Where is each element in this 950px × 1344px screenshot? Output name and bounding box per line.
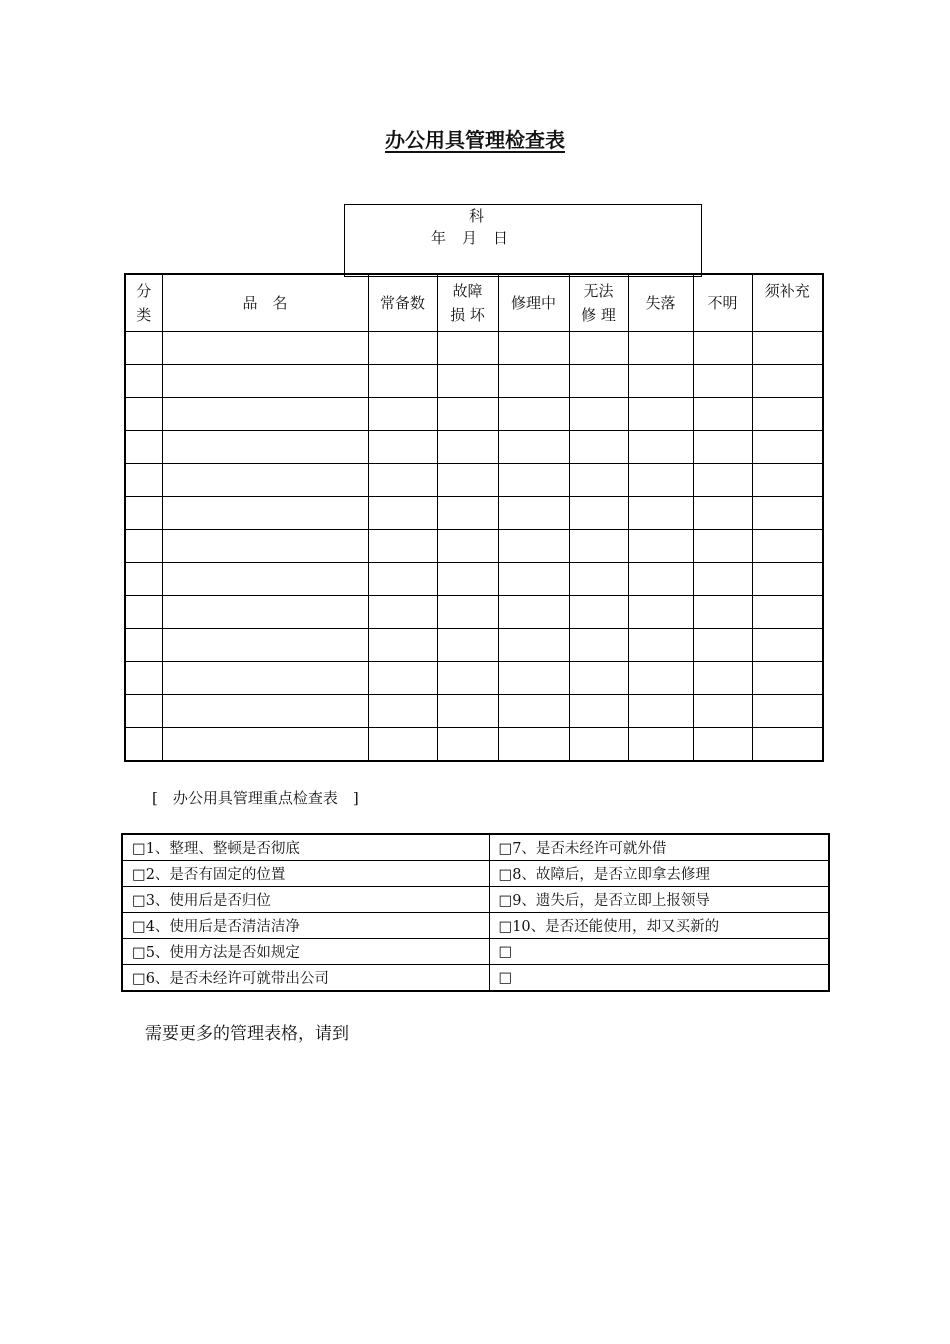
table-cell[interactable]: [498, 629, 569, 662]
footer-note: 需要更多的管理表格，请到: [145, 1024, 349, 1044]
table-cell[interactable]: [437, 728, 498, 762]
table-row: [125, 662, 823, 695]
table-cell[interactable]: [437, 695, 498, 728]
checklist-item[interactable]: □3、使用后是否归位: [122, 887, 489, 913]
table-cell[interactable]: [125, 497, 162, 530]
table-cell[interactable]: [368, 530, 437, 563]
year-label: 年: [431, 229, 447, 247]
checklist-row: [122, 913, 829, 939]
table-cell[interactable]: [368, 662, 437, 695]
table-cell[interactable]: [368, 332, 437, 365]
header-lost: [628, 274, 693, 332]
table-cell[interactable]: [569, 596, 628, 629]
header-broken: [437, 274, 498, 332]
table-cell[interactable]: [693, 662, 752, 695]
table-cell[interactable]: [125, 563, 162, 596]
table-cell[interactable]: [125, 365, 162, 398]
table-cell[interactable]: [752, 662, 823, 695]
table-cell[interactable]: [368, 695, 437, 728]
checklist-item[interactable]: □6、是否未经许可就带出公司: [122, 965, 489, 992]
checklist-table: [121, 833, 830, 992]
table-cell[interactable]: [752, 464, 823, 497]
table-cell[interactable]: [752, 332, 823, 365]
table-cell[interactable]: [498, 662, 569, 695]
table-cell[interactable]: [437, 530, 498, 563]
header-unrepairable: [569, 274, 628, 332]
table-cell[interactable]: [628, 596, 693, 629]
table-cell[interactable]: [693, 332, 752, 365]
header-needs-replenish-text: 须补充: [764, 282, 810, 300]
table-cell[interactable]: [752, 365, 823, 398]
checklist-item[interactable]: □8、故障后，是否立即拿去修理: [489, 861, 829, 887]
table-cell[interactable]: [498, 695, 569, 728]
table-cell[interactable]: [693, 695, 752, 728]
inventory-table: [124, 273, 824, 762]
table-cell[interactable]: [498, 431, 569, 464]
table-cell[interactable]: [498, 596, 569, 629]
table-cell[interactable]: [569, 530, 628, 563]
table-cell[interactable]: [125, 662, 162, 695]
department-date-box: [344, 204, 702, 277]
table-cell[interactable]: [752, 530, 823, 563]
table-cell[interactable]: [569, 332, 628, 365]
table-cell[interactable]: [368, 398, 437, 431]
checklist-item[interactable]: □: [489, 965, 829, 992]
table-cell[interactable]: [125, 530, 162, 563]
table-cell[interactable]: [437, 563, 498, 596]
header-unrepairable-text: 无法 修 理: [581, 282, 616, 324]
table-cell[interactable]: [628, 398, 693, 431]
table-cell[interactable]: [693, 365, 752, 398]
table-cell[interactable]: [162, 596, 368, 629]
header-stock-count-text: 常备数: [379, 294, 425, 312]
table-cell[interactable]: [752, 728, 823, 762]
table-cell[interactable]: [162, 695, 368, 728]
table-cell[interactable]: [693, 464, 752, 497]
table-cell[interactable]: [125, 629, 162, 662]
table-cell[interactable]: [498, 332, 569, 365]
table-row: [125, 695, 823, 728]
table-cell[interactable]: [162, 332, 368, 365]
table-row: [125, 398, 823, 431]
table-header-row: [125, 274, 823, 332]
header-lost-text: 失落: [645, 294, 676, 312]
table-cell[interactable]: [498, 464, 569, 497]
checklist-title: [ 办公用具管理重点检查表 ]: [152, 789, 359, 807]
month-label: 月: [462, 229, 478, 247]
table-cell[interactable]: [569, 695, 628, 728]
table-cell[interactable]: [628, 497, 693, 530]
table-cell[interactable]: [752, 695, 823, 728]
table-cell[interactable]: [437, 398, 498, 431]
table-cell[interactable]: [569, 398, 628, 431]
header-stock-count: [368, 274, 437, 332]
table-cell[interactable]: [368, 728, 437, 762]
table-cell[interactable]: [752, 629, 823, 662]
table-cell[interactable]: [498, 728, 569, 762]
table-cell[interactable]: [569, 497, 628, 530]
table-cell[interactable]: [437, 596, 498, 629]
checklist-row: [122, 965, 829, 992]
header-item-name-text: 品 名: [242, 294, 288, 312]
table-cell[interactable]: [569, 464, 628, 497]
table-cell[interactable]: [628, 332, 693, 365]
table-cell[interactable]: [752, 596, 823, 629]
table-cell[interactable]: [162, 563, 368, 596]
checklist-row: [122, 939, 829, 965]
table-cell[interactable]: [498, 563, 569, 596]
table-cell[interactable]: [437, 431, 498, 464]
table-cell[interactable]: [368, 431, 437, 464]
table-cell[interactable]: [125, 728, 162, 762]
table-cell[interactable]: [569, 563, 628, 596]
table-cell[interactable]: [125, 332, 162, 365]
table-cell[interactable]: [569, 365, 628, 398]
table-cell[interactable]: [162, 398, 368, 431]
table-cell[interactable]: [498, 398, 569, 431]
table-cell[interactable]: [693, 728, 752, 762]
checklist-item[interactable]: □4、使用后是否清洁洁净: [122, 913, 489, 939]
header-broken-text: 故障 损 坏: [450, 282, 485, 324]
header-category-text: 分 类: [136, 282, 152, 324]
table-row: [125, 728, 823, 762]
table-cell[interactable]: [437, 629, 498, 662]
day-label: 日: [493, 229, 509, 247]
table-cell[interactable]: [162, 497, 368, 530]
table-cell[interactable]: [368, 497, 437, 530]
table-cell[interactable]: [125, 431, 162, 464]
checklist-row: [122, 887, 829, 913]
checklist-row: [122, 834, 829, 861]
table-cell[interactable]: [162, 530, 368, 563]
header-unknown: [693, 274, 752, 332]
table-cell[interactable]: [368, 464, 437, 497]
table-cell[interactable]: [437, 497, 498, 530]
table-cell[interactable]: [162, 365, 368, 398]
table-cell[interactable]: [162, 728, 368, 762]
table-row: [125, 563, 823, 596]
table-cell[interactable]: [628, 728, 693, 762]
header-in-repair-text: 修理中: [510, 294, 556, 312]
checklist-item[interactable]: □10、是否还能使用，却又买新的: [489, 913, 829, 939]
table-cell[interactable]: [693, 596, 752, 629]
table-row: [125, 365, 823, 398]
table-cell[interactable]: [628, 530, 693, 563]
table-cell[interactable]: [162, 431, 368, 464]
table-cell[interactable]: [125, 695, 162, 728]
table-cell[interactable]: [498, 365, 569, 398]
table-cell[interactable]: [693, 563, 752, 596]
table-cell[interactable]: [693, 497, 752, 530]
table-cell[interactable]: [437, 464, 498, 497]
checklist-item[interactable]: □: [489, 939, 829, 965]
header-unknown-text: 不明: [707, 294, 738, 312]
table-cell[interactable]: [628, 662, 693, 695]
table-cell[interactable]: [628, 695, 693, 728]
table-cell[interactable]: [125, 464, 162, 497]
table-cell[interactable]: [752, 563, 823, 596]
table-row: [125, 530, 823, 563]
table-cell[interactable]: [628, 563, 693, 596]
table-cell[interactable]: [162, 464, 368, 497]
table-row: [125, 431, 823, 464]
table-cell[interactable]: [628, 365, 693, 398]
header-in-repair: [498, 274, 569, 332]
page-title: [0, 124, 950, 153]
table-cell[interactable]: [628, 464, 693, 497]
department-label: 科: [469, 207, 485, 225]
table-cell[interactable]: [752, 497, 823, 530]
table-cell[interactable]: [368, 596, 437, 629]
header-needs-replenish: [752, 274, 823, 332]
table-cell[interactable]: [437, 662, 498, 695]
table-cell[interactable]: [569, 431, 628, 464]
checklist-item[interactable]: □1、整理、整顿是否彻底: [122, 834, 489, 861]
table-cell[interactable]: [162, 662, 368, 695]
table-cell[interactable]: [569, 629, 628, 662]
table-cell[interactable]: [125, 398, 162, 431]
table-cell[interactable]: [752, 431, 823, 464]
table-row: [125, 464, 823, 497]
header-item-name: [162, 274, 368, 332]
table-cell[interactable]: [693, 398, 752, 431]
table-cell[interactable]: [693, 629, 752, 662]
checklist-item[interactable]: □5、使用方法是否如规定: [122, 939, 489, 965]
table-cell[interactable]: [368, 629, 437, 662]
table-cell[interactable]: [693, 431, 752, 464]
checklist-item[interactable]: □9、遗失后，是否立即上报领导: [489, 887, 829, 913]
table-cell[interactable]: [752, 398, 823, 431]
table-cell[interactable]: [368, 563, 437, 596]
checklist-item[interactable]: □7、是否未经许可就外借: [489, 834, 829, 861]
table-cell[interactable]: [437, 365, 498, 398]
date-line: [431, 227, 524, 248]
table-row: [125, 332, 823, 365]
table-cell[interactable]: [162, 629, 368, 662]
table-cell[interactable]: [693, 530, 752, 563]
title-text: 办公用具管理检查表: [385, 128, 565, 152]
table-row: [125, 629, 823, 662]
table-cell[interactable]: [628, 629, 693, 662]
table-cell[interactable]: [368, 365, 437, 398]
table-cell[interactable]: [498, 530, 569, 563]
table-cell[interactable]: [125, 596, 162, 629]
table-row: [125, 596, 823, 629]
checklist-row: [122, 861, 829, 887]
table-cell[interactable]: [569, 728, 628, 762]
table-cell[interactable]: [569, 662, 628, 695]
table-cell[interactable]: [628, 431, 693, 464]
checklist-item[interactable]: □2、是否有固定的位置: [122, 861, 489, 887]
table-cell[interactable]: [437, 332, 498, 365]
table-row: [125, 497, 823, 530]
table-cell[interactable]: [498, 497, 569, 530]
header-category: [125, 274, 162, 332]
